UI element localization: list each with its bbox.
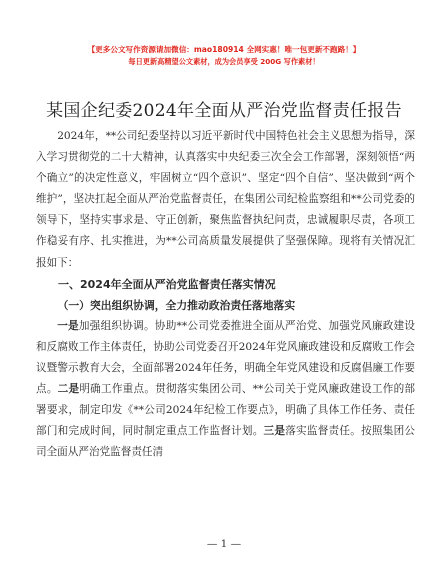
- intro-paragraph: 2024年，**公司纪委坚持以习近平新时代中国特色社会主义思想为指导，深入学习贯彻党的二十大精神，认真落实中央纪委三次全会工作部署，深刻领悟“两个确立”的决定性意义，牢固树立“四个意识”、坚定“四个自信”、坚决做到“两个维护”，坚决扛起全面从严治党监督责任，在集团公司纪检监察组和**公司党委的领导下，坚持实事求是、守正创新，聚焦监督执纪问责，忠诚履职尽责，各项工作稳妥有序、扎实推进，为**公司高质量发展提供了坚强保障。现将有关情况汇报如下：: [36, 130, 415, 269]
- document-title: 某国企纪委2024年全面从严治党监督责任报告: [46, 101, 402, 121]
- paragraph-text-3: 落实监督责任。按照集团公司全面从严治党监督责任清: [36, 425, 416, 459]
- promo-banner-line1: 【更多公文写作资源请加微信：mao180914 全网实惠！唯一包更新不跑路！】: [87, 45, 361, 54]
- promo-banner-line2: 每日更新高精望公文素材，成为会员享受 200G 写作素材！: [128, 57, 320, 66]
- section-heading-1: 一、2024年全面从严治党监督责任落实情况: [58, 277, 276, 291]
- lead-phrase-3: 三是: [263, 425, 286, 438]
- document-body: [36, 126, 415, 464]
- paragraph-organization: [36, 316, 415, 464]
- page-number: — 1 —: [206, 538, 242, 550]
- lead-phrase-1: 一是: [57, 319, 79, 332]
- lead-phrase-2: 二是: [57, 383, 80, 396]
- subsection-heading-1: （一）突出组织协调，全力推动政治责任落地落实: [57, 298, 296, 312]
- paragraph-text-2: 明确工作重点。贯彻落实集团公司、**公司关于党风廉政建设工作的部署要求，制定印发《**公司2024年纪检工作要点》，明确了具体工作任务、责任部门和完成时间，同时制定重点工作监督计划。: [36, 383, 415, 438]
- paragraph-text-1: 加强组织协调。协助**公司党委推进全面从严治党、加强党风廉政建设和反腐败工作主体责任，协助公司党委召开2024年党风廉政建设和反腐败工作会议暨警示教育大会，全面部署2024年任务，明确全年党风建设和反腐倡廉工作要点。: [36, 319, 415, 396]
